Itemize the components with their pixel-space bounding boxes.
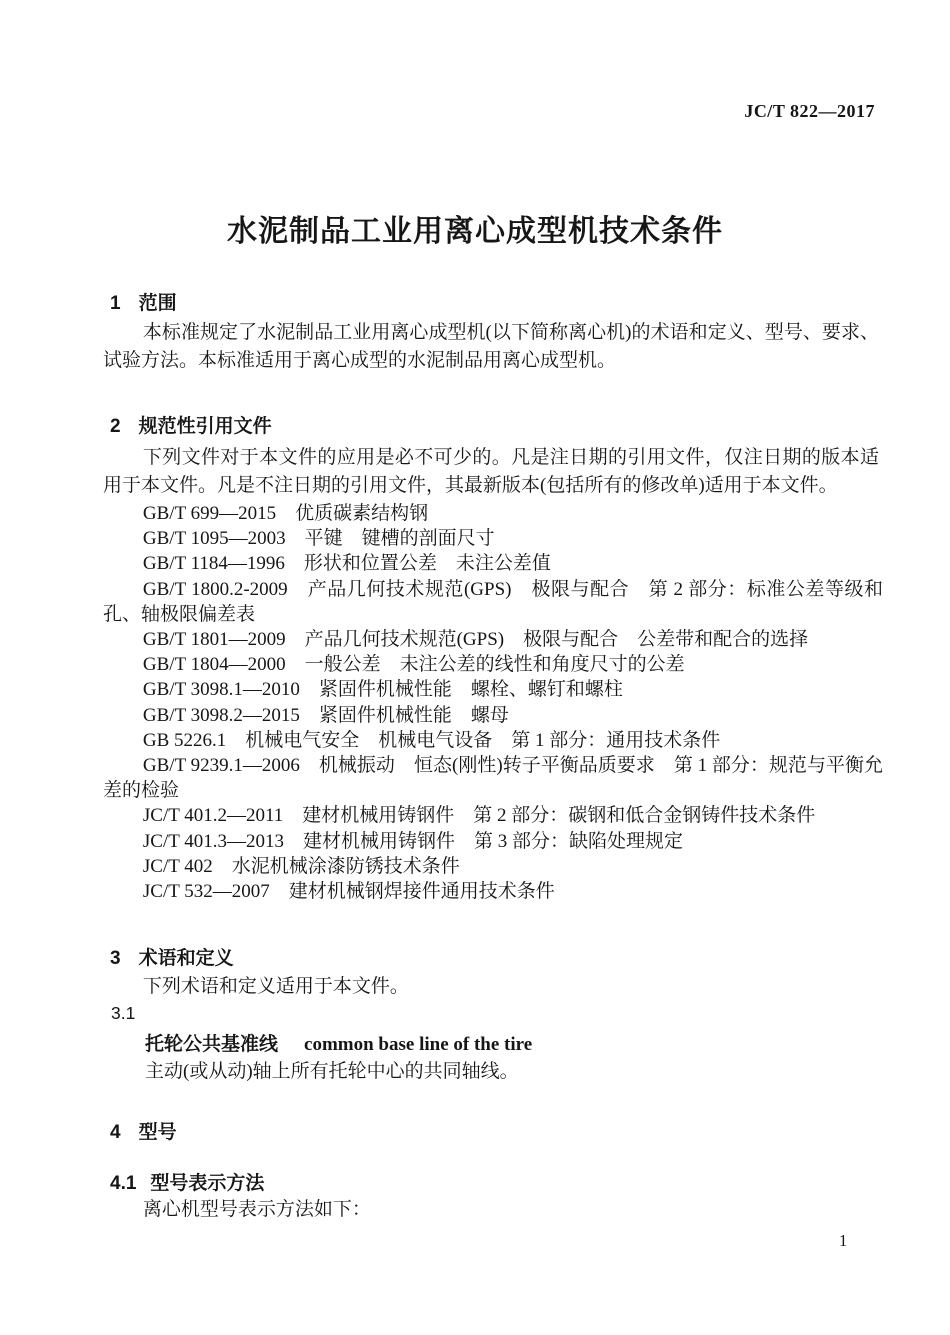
section-3-heading xyxy=(110,943,234,970)
term-chinese: 托轮公共基准线 xyxy=(145,1034,279,1055)
scope-paragraph: 本标准规定了水泥制品工业用离心成型机(以下简称离心机)的术语和定义、型号、要求、试验方法。本标准适用于离心成型的水泥制品用离心成型机。 xyxy=(103,322,879,371)
reference-item: GB/T 1095—2003 平键 键槽的剖面尺寸 xyxy=(142,528,495,550)
section-1-title: 范围 xyxy=(138,292,177,314)
reference-item: JC/T 401.2—2011 建材机械用铸钢件 第 2 部分：碳钢和低合金钢铸件技术条件 xyxy=(142,805,816,827)
section-4-number: 4 xyxy=(110,1121,121,1143)
reference-item: GB/T 1801—2009 产品几何技术规范(GPS) 极限与配合 公差带和配合的选择 xyxy=(142,629,809,651)
section-4-heading xyxy=(110,1117,177,1144)
standard-code: JC/T 822—2017 xyxy=(744,101,875,121)
reference-item: GB/T 9239.1—2006 机械振动 恒态(刚性)转子平衡品质要求 第 1 部分：规范与平衡允差的检验 xyxy=(103,755,883,802)
term-english: common base line of the tire xyxy=(304,1034,533,1055)
section-4-1-heading xyxy=(110,1168,264,1195)
section-3-title: 术语和定义 xyxy=(138,947,234,969)
section-2-heading xyxy=(110,411,272,438)
section-1-heading xyxy=(110,288,177,315)
term-entry xyxy=(145,1029,532,1056)
reference-list xyxy=(103,501,883,904)
section-2-title: 规范性引用文件 xyxy=(138,415,272,437)
clause-3-1-number: 3.1 xyxy=(111,1003,136,1023)
reference-item: GB/T 3098.2—2015 紧固件机械性能 螺母 xyxy=(142,704,509,726)
terms-intro-paragraph: 下列术语和定义适用于本文件。 xyxy=(142,976,409,997)
model-designation-paragraph: 离心机型号表示方法如下： xyxy=(142,1199,371,1220)
reference-item: GB/T 1184—1996 形状和位置公差 未注公差值 xyxy=(142,553,551,575)
section-4-title: 型号 xyxy=(138,1121,177,1143)
reference-item: GB/T 1800.2-2009 产品几何技术规范(GPS) 极限与配合 第 2 部分：标准公差等级和孔、轴极限偏差表 xyxy=(103,578,883,625)
reference-item: JC/T 532—2007 建材机械钢焊接件通用技术条件 xyxy=(142,881,555,903)
document-title: 水泥制品工业用离心成型机技术条件 xyxy=(227,215,723,249)
section-4-1-number: 4.1 xyxy=(110,1172,137,1194)
reference-item: JC/T 402 水泥机械涂漆防锈技术条件 xyxy=(142,855,460,877)
reference-item: GB/T 1804—2000 一般公差 未注公差的线性和角度尺寸的公差 xyxy=(142,654,685,676)
reference-item: GB/T 699—2015 优质碳素结构钢 xyxy=(142,503,429,524)
section-2-number: 2 xyxy=(110,415,121,437)
reference-item: JC/T 401.3—2013 建材机械用铸钢件 第 3 部分：缺陷处理规定 xyxy=(142,830,684,852)
section-4-1-title: 型号表示方法 xyxy=(150,1172,265,1194)
term-definition: 主动(或从动)轴上所有托轮中心的共同轴线。 xyxy=(145,1061,519,1082)
reference-item: GB/T 3098.1—2010 紧固件机械性能 螺栓、螺钉和螺柱 xyxy=(142,679,623,701)
reference-item: GB 5226.1 机械电气安全 机械电气设备 第 1 部分：通用技术条件 xyxy=(142,729,721,751)
normative-references-paragraph: 下列文件对于本文件的应用是必不可少的。凡是注日期的引用文件，仅注日期的版本适用于本文件。凡是不注日期的引用文件，其最新版本(包括所有的修改单)适用于本文件。 xyxy=(103,447,879,496)
section-1-number: 1 xyxy=(110,292,121,314)
page-number: 1 xyxy=(839,1231,848,1250)
section-3-number: 3 xyxy=(110,947,121,969)
